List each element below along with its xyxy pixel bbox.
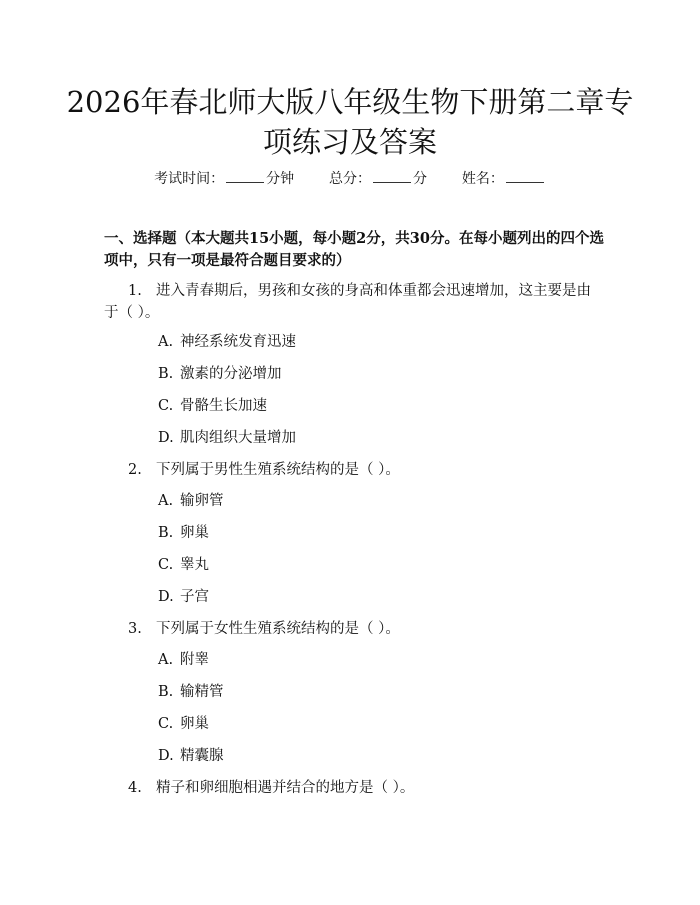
question-4: [104, 777, 604, 799]
name-blank: [506, 168, 544, 183]
score-blank: [373, 168, 411, 183]
option-3b: B. 输精管: [158, 684, 224, 700]
score-label: 总分：: [329, 171, 371, 187]
question-number: 4.: [128, 780, 142, 796]
option-2b: B. 卵巢: [158, 525, 209, 541]
score-unit: 分: [413, 171, 427, 187]
time-unit: 分钟: [266, 171, 295, 187]
option-1c: C. 骨骼生长加速: [158, 398, 267, 414]
option-3a: A. 附睾: [158, 652, 209, 668]
option-3d: D. 精囊腺: [158, 748, 224, 764]
option-2c: C. 睾丸: [158, 557, 209, 573]
name-label: 姓名：: [461, 171, 504, 187]
time-blank: [226, 168, 264, 183]
question-text: 下列属于女性生殖系统结构的是（ ）。: [156, 621, 400, 637]
option-2a: A. 输卵管: [158, 493, 224, 509]
question-3: [104, 618, 604, 640]
option-1d: D. 肌肉组织大量增加: [158, 430, 296, 446]
option-3c: C. 卵巢: [158, 716, 209, 732]
question-number: 3.: [128, 621, 142, 637]
question-text: 精子和卵细胞相遇并结合的地方是（ ）。: [156, 780, 415, 796]
question-1: [104, 280, 604, 324]
question-number: 2.: [128, 462, 142, 478]
question-text: 下列属于男性生殖系统结构的是（ ）。: [156, 462, 400, 478]
question-text: 进入青春期后，男孩和女孩的身高和体重都会迅速增加，这主要是由于（ ）。: [104, 283, 591, 321]
question-2: [104, 459, 604, 481]
question-number: 1.: [128, 283, 142, 299]
section-heading: 一、选择题（本大题共15小题，每小题2分，共30分。在每小题列出的四个选项中，只有一项是最符合题目要求的）: [104, 230, 604, 269]
time-label: 考试时间：: [154, 171, 225, 187]
option-1a: A. 神经系统发育迅速: [158, 334, 296, 350]
exam-info-line: [0, 168, 700, 189]
option-2d: D. 子宫: [158, 589, 209, 605]
option-1b: B. 激素的分泌增加: [158, 366, 282, 382]
document-title: 2026年春北师大版八年级生物下册第二章专项练习及答案: [66, 85, 634, 159]
